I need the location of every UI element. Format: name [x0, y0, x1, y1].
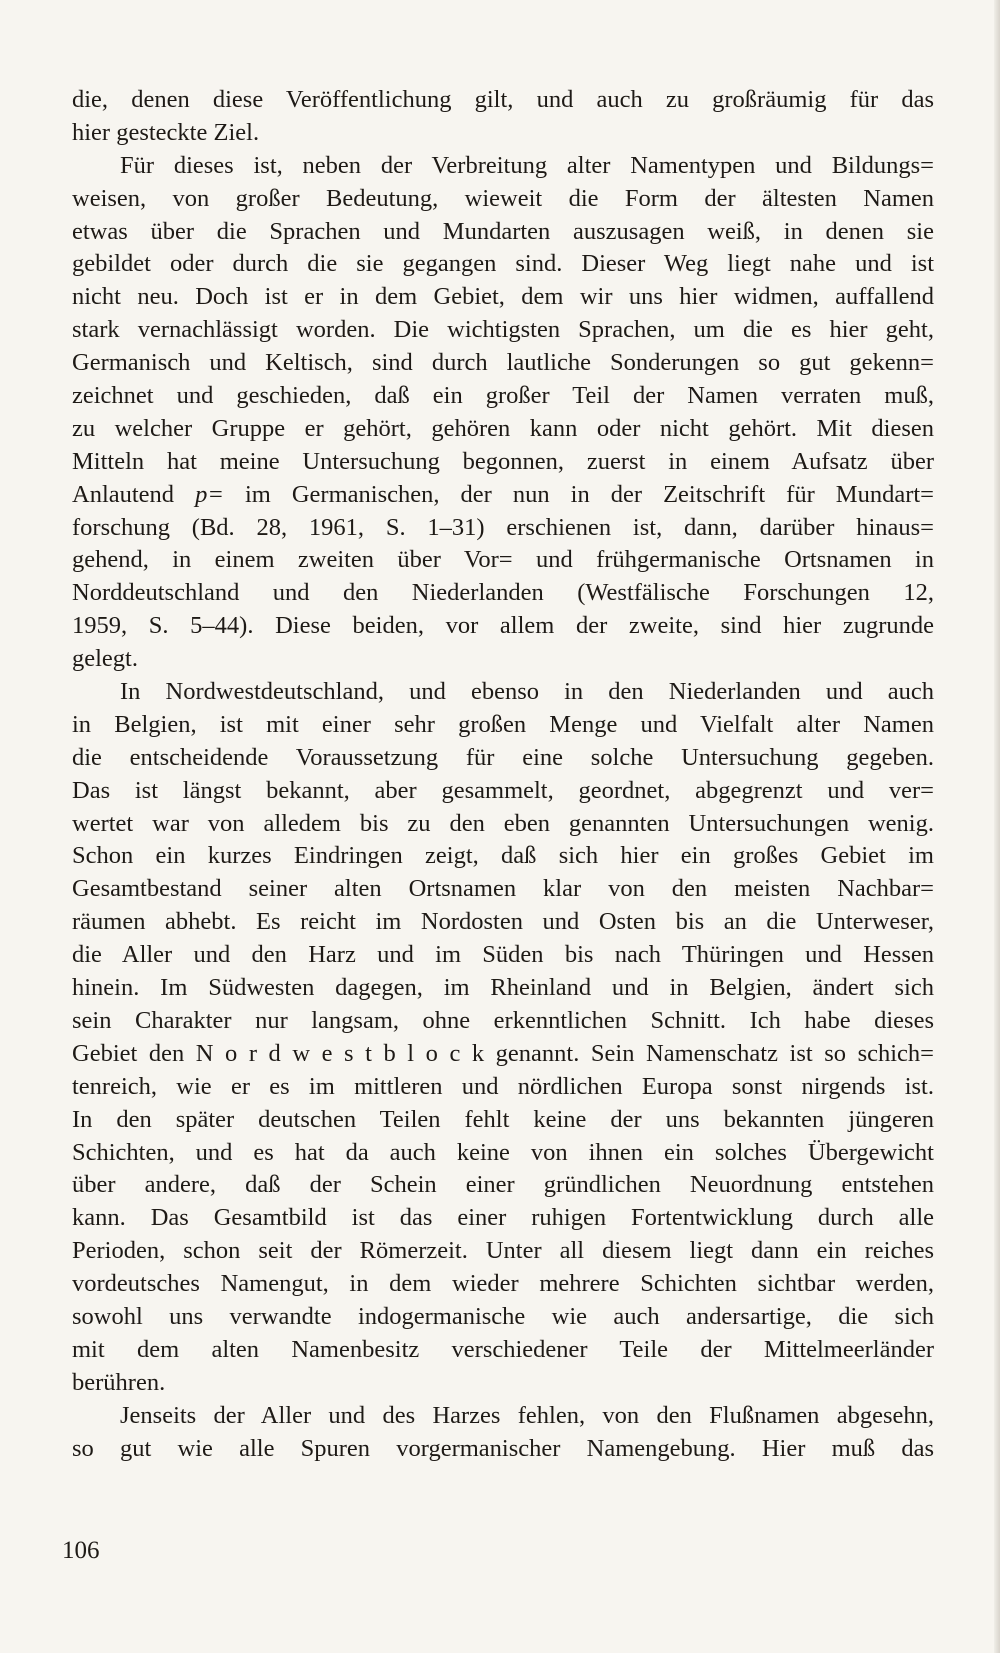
- text-line: Das ist längst bekannt, aber gesammelt, geordnet, abgegrenzt und ver=: [72, 776, 934, 804]
- text-line: Norddeutschland und den Niederlanden (Westfälische Forschungen 12,: [72, 579, 934, 607]
- text-line: Anlautend p= im Germanischen, der nun in der Zeitschrift für Mundart=: [72, 480, 934, 508]
- paragraph: [72, 84, 934, 150]
- text-line: In den später deutschen Teilen fehlt keine der uns bekannten jüngeren: [72, 1105, 934, 1133]
- text-line: berühren.: [72, 1368, 166, 1396]
- text-line: wertet war von alledem bis zu den eben genannten Untersuchungen wenig.: [72, 809, 934, 837]
- text-line: sowohl uns verwandte indogermanische wie auch andersartige, die sich: [72, 1302, 934, 1330]
- text-line: Gebiet den N o r d w e s t b l o c k genannt. Sein Namenschatz ist so schich=: [72, 1039, 934, 1067]
- text-line: zu welcher Gruppe er gehört, gehören kann oder nicht gehört. Mit diesen: [72, 414, 934, 442]
- paragraph: [72, 150, 934, 676]
- text-line: Schichten, und es hat da auch keine von ihnen ein solches Übergewicht: [72, 1138, 934, 1166]
- text-line: tenreich, wie er es im mittleren und nördlichen Europa sonst nirgends ist.: [72, 1072, 934, 1100]
- text-line: forschung (Bd. 28, 1961, S. 1–31) erschienen ist, dann, darüber hinaus=: [72, 513, 934, 541]
- page-number: 106: [62, 1537, 100, 1564]
- paragraph: [72, 1400, 934, 1466]
- text-line: hier gesteckte Ziel.: [72, 118, 260, 146]
- italic-term: p=: [195, 480, 224, 508]
- text-line: mit dem alten Namenbesitz verschiedener Teile der Mittelmeerländer: [72, 1335, 934, 1363]
- text-line: gebildet oder durch die sie gegangen sind. Dieser Weg liegt nahe und ist: [72, 250, 934, 278]
- body-text: [72, 84, 934, 1465]
- text-line: gehend, in einem zweiten über Vor= und frühgermanische Ortsnamen in: [72, 546, 934, 574]
- text-line: Perioden, schon seit der Römerzeit. Unter all diesem liegt dann ein reiches: [72, 1237, 934, 1265]
- text-line: etwas über die Sprachen und Mundarten auszusagen weiß, in denen sie: [72, 217, 934, 245]
- text-line: Mitteln hat meine Untersuchung begonnen, zuerst in einem Aufsatz über: [72, 447, 934, 475]
- text-line: weisen, von großer Bedeutung, wieweit die Form der ältesten Namen: [72, 184, 934, 212]
- text-line: sein Charakter nur langsam, ohne erkenntlichen Schnitt. Ich habe dieses: [72, 1006, 934, 1034]
- text-line: gelegt.: [72, 645, 138, 673]
- text-line: Schon ein kurzes Eindringen zeigt, daß sich hier ein großes Gebiet im: [72, 842, 934, 870]
- text-line: Für dieses ist, neben der Verbreitung alter Namentypen und Bildungs=: [120, 151, 934, 179]
- page-edge: [994, 0, 1000, 1653]
- text-line: die, denen diese Veröffentlichung gilt, und auch zu großräumig für das: [72, 86, 934, 113]
- text-line: Germanisch und Keltisch, sind durch lautliche Sonderungen so gut gekenn=: [72, 349, 934, 377]
- text-line: die Aller und den Harz und im Süden bis nach Thüringen und Hessen: [72, 941, 934, 969]
- text-line: in Belgien, ist mit einer sehr großen Menge und Vielfalt alter Namen: [72, 710, 934, 738]
- text-line: stark vernachlässigt worden. Die wichtigsten Sprachen, um die es hier geht,: [72, 316, 934, 344]
- text-line: räumen abhebt. Es reicht im Nordosten und Osten bis an die Unterweser,: [72, 908, 934, 936]
- text-line: nicht neu. Doch ist er in dem Gebiet, dem wir uns hier widmen, auffallend: [72, 283, 934, 311]
- text-line: 1959, S. 5–44). Diese beiden, vor allem der zweite, sind hier zugrunde: [72, 612, 934, 640]
- text-line: die entscheidende Voraussetzung für eine solche Untersuchung gegeben.: [72, 743, 934, 771]
- text-line: vordeutsches Namengut, in dem wieder mehrere Schichten sichtbar werden,: [72, 1270, 934, 1298]
- text-line: In Nordwestdeutschland, und ebenso in den Niederlanden und auch: [120, 678, 934, 706]
- text-line: über andere, daß der Schein einer gründlichen Neuordnung entstehen: [72, 1171, 934, 1199]
- paragraph: [72, 676, 934, 1400]
- text-line: hinein. Im Südwesten dagegen, im Rheinland und in Belgien, ändert sich: [72, 974, 934, 1002]
- text-line: Gesamtbestand seiner alten Ortsnamen klar von den meisten Nachbar=: [72, 875, 934, 903]
- text-line: zeichnet und geschieden, daß ein großer Teil der Namen verraten muß,: [72, 382, 934, 410]
- text-line: kann. Das Gesamtbild ist das einer ruhigen Fortentwicklung durch alle: [72, 1204, 934, 1232]
- text-line: Jenseits der Aller und des Harzes fehlen, von den Flußnamen abgesehn,: [120, 1401, 934, 1429]
- text-line: so gut wie alle Spuren vorgermanischer Namengebung. Hier muß das: [72, 1434, 934, 1462]
